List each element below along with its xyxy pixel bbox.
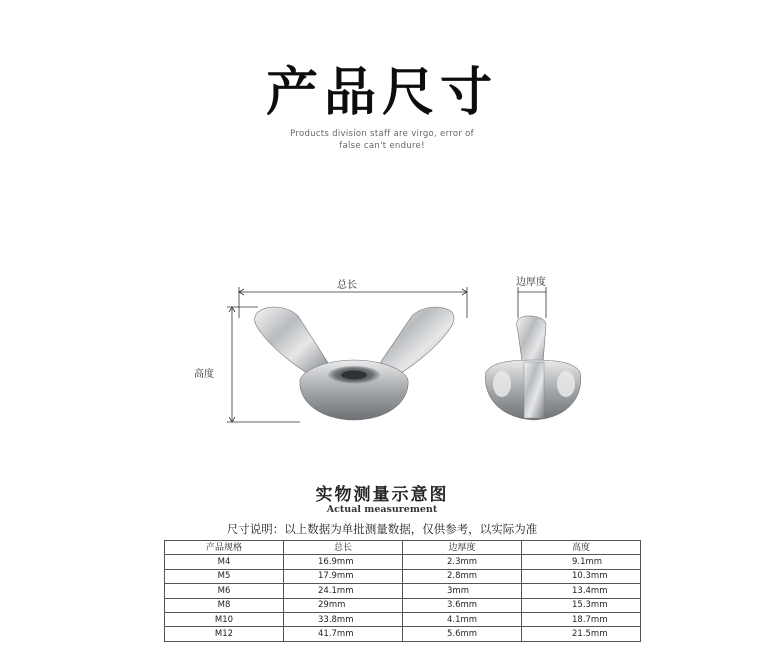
- cell-spec: M12: [165, 627, 284, 641]
- wing-nut-side-image: [485, 316, 580, 420]
- thickness-label: 边厚度: [516, 277, 546, 288]
- header-thickness: 边厚度: [403, 541, 522, 555]
- table-row: [165, 598, 641, 612]
- total-length-label: 总长: [337, 280, 357, 291]
- cell-total-length: 33.8mm: [284, 612, 403, 626]
- header-spec: 产品规格: [165, 541, 284, 555]
- section-subtitle: Actual measurement: [326, 504, 438, 515]
- cell-total-length: 16.9mm: [284, 555, 403, 569]
- cell-total-length: 41.7mm: [284, 627, 403, 641]
- cell-thickness: 2.3mm: [403, 555, 522, 569]
- cell-height: 18.7mm: [522, 612, 641, 626]
- cell-spec: M8: [165, 598, 284, 612]
- wing-nut-front-image: [255, 307, 454, 420]
- subtitle-line-2: false can't endure!: [339, 141, 425, 151]
- spec-table: [164, 540, 641, 642]
- cell-height: 10.3mm: [522, 569, 641, 583]
- thickness-dimension: [518, 287, 546, 318]
- size-note: 尺寸说明：以上数据为单批测量数据，仅供参考，以实际为准: [226, 522, 538, 536]
- cell-spec: M10: [165, 612, 284, 626]
- cell-thickness: 4.1mm: [403, 612, 522, 626]
- table-row: [165, 569, 641, 583]
- page-title: 产品尺寸: [265, 63, 498, 123]
- cell-height: 9.1mm: [522, 555, 641, 569]
- table-row: [165, 555, 641, 569]
- cell-thickness: 3.6mm: [403, 598, 522, 612]
- table-row: [165, 584, 641, 598]
- table-row: [165, 627, 641, 641]
- cell-thickness: 2.8mm: [403, 569, 522, 583]
- cell-height: 21.5mm: [522, 627, 641, 641]
- cell-spec: M5: [165, 569, 284, 583]
- cell-thickness: 5.6mm: [403, 627, 522, 641]
- cell-spec: M6: [165, 584, 284, 598]
- section-title: 实物测量示意图: [315, 485, 449, 505]
- header-height: 高度: [522, 541, 641, 555]
- cell-height: 15.3mm: [522, 598, 641, 612]
- cell-spec: M4: [165, 555, 284, 569]
- cell-total-length: 24.1mm: [284, 584, 403, 598]
- cell-total-length: 17.9mm: [284, 569, 403, 583]
- cell-thickness: 3mm: [403, 584, 522, 598]
- cell-height: 13.4mm: [522, 584, 641, 598]
- height-label: 高度: [194, 369, 214, 380]
- subtitle-line-1: Products division staff are virgo, error of: [290, 129, 474, 139]
- table-row: [165, 612, 641, 626]
- table-header-row: [165, 541, 641, 555]
- cell-total-length: 29mm: [284, 598, 403, 612]
- header-total-length: 总长: [284, 541, 403, 555]
